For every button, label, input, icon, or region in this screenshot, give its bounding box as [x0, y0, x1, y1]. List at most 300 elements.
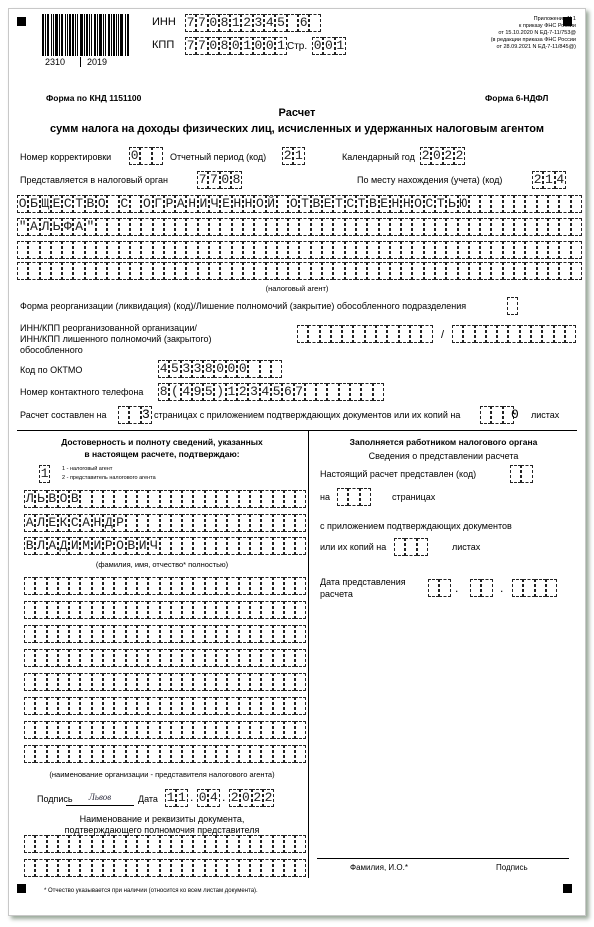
char-cell	[537, 218, 548, 236]
char-cell: Л	[25, 491, 34, 506]
char-cell	[503, 195, 514, 213]
char-cell	[452, 325, 463, 343]
char-cell: А	[82, 515, 91, 530]
char-cell	[424, 262, 435, 280]
char-cell	[141, 262, 152, 280]
char-cell	[51, 241, 62, 259]
kpp-cells	[185, 37, 287, 55]
phone-label: Номер контактного телефона	[20, 387, 144, 397]
char-cell	[216, 859, 227, 877]
char-cell	[216, 721, 227, 739]
tax-date-month-cells	[470, 579, 493, 597]
char-cell	[273, 490, 284, 508]
char-cell	[458, 241, 469, 259]
char-cell	[239, 745, 250, 763]
barcode-left-number: 2310	[45, 57, 66, 67]
barcode-bar	[72, 14, 74, 56]
char-cell	[295, 537, 306, 555]
char-cell	[248, 360, 259, 378]
char-cell	[114, 490, 125, 508]
char-cell	[299, 241, 310, 259]
char-cell	[58, 601, 69, 619]
tax-office-heading: Заполняется работником налогового органа	[349, 437, 538, 447]
char-cell	[92, 697, 103, 715]
char-cell	[92, 490, 103, 508]
char-cell: (	[171, 384, 179, 399]
char-cell: 0	[198, 790, 207, 805]
char-cell	[417, 538, 428, 556]
char-cell	[348, 488, 359, 506]
char-cell: 3	[250, 384, 258, 399]
char-cell	[333, 218, 344, 236]
char-cell	[24, 625, 35, 643]
char-cell: 5	[272, 384, 281, 399]
char-cell	[216, 649, 227, 667]
char-cell	[47, 745, 58, 763]
char-cell	[17, 241, 28, 259]
char-cell: 3	[182, 361, 191, 376]
char-cell: Ь	[52, 219, 61, 234]
char-cell	[548, 218, 559, 236]
char-cell: Н	[391, 196, 400, 211]
barcode-bar	[116, 14, 117, 56]
char-cell	[153, 218, 164, 236]
char-cell: 5	[204, 384, 213, 399]
char-cell	[119, 241, 130, 259]
char-cell	[379, 262, 390, 280]
char-cell: Г	[154, 196, 163, 211]
char-cell	[171, 697, 182, 715]
char-cell: С	[120, 196, 129, 211]
char-cell: 7	[198, 38, 206, 53]
authority-cells	[197, 171, 242, 189]
char-cell	[148, 514, 159, 532]
char-cell: О	[18, 196, 27, 211]
char-cell	[239, 835, 250, 853]
char-cell	[227, 745, 238, 763]
char-cell	[295, 577, 306, 595]
char-cell	[209, 241, 220, 259]
char-cell	[250, 625, 261, 643]
char-cell: Б	[30, 196, 38, 211]
char-cell: Д	[59, 538, 68, 553]
char-cell	[216, 625, 227, 643]
patronymic-cells	[24, 537, 306, 555]
char-cell	[103, 625, 114, 643]
pages-label-2: страницах с приложением подтверждающих документов или их копий на	[154, 410, 461, 420]
char-cell	[316, 383, 327, 401]
char-cell	[47, 601, 58, 619]
inn-cells	[185, 14, 321, 32]
char-cell	[160, 745, 171, 763]
char-cell	[209, 262, 220, 280]
char-cell	[35, 697, 46, 715]
char-cell	[239, 514, 250, 532]
char-cell: Ч	[150, 538, 158, 553]
char-cell	[182, 649, 193, 667]
char-cell	[193, 697, 204, 715]
reorg-inn-cells	[297, 325, 433, 343]
char-cell	[273, 859, 284, 877]
char-cell: 0	[265, 38, 274, 53]
char-cell	[475, 325, 486, 343]
char-cell	[295, 721, 306, 739]
char-cell: 8	[159, 384, 168, 399]
char-cell	[119, 262, 130, 280]
char-cell	[284, 649, 295, 667]
char-cell	[69, 697, 80, 715]
barcode-bar	[125, 14, 126, 56]
char-cell	[571, 195, 582, 213]
char-cell	[24, 835, 35, 853]
char-cell	[107, 262, 118, 280]
char-cell	[220, 218, 231, 236]
char-cell	[546, 579, 557, 597]
char-cell: Е	[222, 196, 230, 211]
char-cell	[514, 218, 525, 236]
barcode-bar	[75, 14, 76, 56]
attach-value: 0	[511, 407, 519, 422]
char-cell	[287, 14, 298, 32]
char-cell	[171, 514, 182, 532]
char-cell	[175, 241, 186, 259]
barcode-bar	[103, 14, 104, 56]
char-cell: 0	[254, 38, 263, 53]
char-cell	[92, 835, 103, 853]
corner-mark-bottom-left	[17, 884, 26, 893]
char-cell	[80, 721, 91, 739]
footnote: * Отчество указывается при наличии (относится ко всем листам документа).	[44, 888, 258, 894]
char-cell: 3	[193, 361, 202, 376]
char-cell	[114, 835, 125, 853]
reorg-kpp-cells	[452, 325, 576, 343]
char-cell	[458, 262, 469, 280]
char-cell	[114, 697, 125, 715]
char-cell	[114, 625, 125, 643]
char-cell: 2	[243, 15, 252, 30]
char-cell	[69, 721, 80, 739]
form-title: Расчет	[278, 107, 316, 119]
page-label: Стр.	[287, 41, 308, 52]
char-cell	[205, 835, 216, 853]
char-cell	[360, 488, 371, 506]
char-cell	[273, 601, 284, 619]
char-cell	[118, 406, 129, 424]
char-cell	[205, 859, 216, 877]
char-cell	[24, 673, 35, 691]
char-cell	[103, 601, 114, 619]
pages-value: 3	[142, 407, 150, 422]
char-cell	[295, 697, 306, 715]
char-cell	[261, 859, 272, 877]
tax-date-dot-2: .	[500, 581, 504, 595]
char-cell	[469, 195, 480, 213]
char-cell	[469, 262, 480, 280]
char-cell	[47, 673, 58, 691]
column-divider	[308, 430, 309, 878]
char-cell	[250, 490, 261, 508]
char-cell	[508, 325, 519, 343]
char-cell: 1	[277, 38, 285, 53]
char-cell	[480, 195, 491, 213]
char-cell: Й	[267, 196, 276, 211]
char-cell	[503, 218, 514, 236]
char-cell	[373, 383, 384, 401]
char-cell	[308, 325, 319, 343]
correction-cells	[129, 147, 163, 165]
char-cell	[160, 673, 171, 691]
char-cell	[216, 745, 227, 763]
char-cell: 0	[313, 38, 322, 53]
reorg-inn-label: ИНН/КПП реорганизованной организации/ ИНН/КПП лишенного полномочий (закрытого) обособленного	[20, 323, 212, 355]
char-cell	[503, 241, 514, 259]
corner-mark-top-left	[17, 17, 26, 26]
char-cell	[51, 262, 62, 280]
char-cell	[137, 697, 148, 715]
char-cell	[243, 262, 254, 280]
char-cell	[216, 601, 227, 619]
char-cell	[277, 262, 288, 280]
char-cell	[182, 697, 193, 715]
char-cell	[439, 579, 450, 597]
char-cell: С	[425, 196, 434, 211]
char-cell: 8	[220, 38, 229, 53]
char-cell	[182, 835, 193, 853]
char-cell	[367, 262, 378, 280]
char-cell	[309, 14, 320, 32]
char-cell	[327, 383, 338, 401]
char-cell	[266, 262, 277, 280]
char-cell	[92, 673, 103, 691]
char-cell	[401, 218, 412, 236]
barcode-bar	[42, 14, 44, 56]
char-cell: 6	[284, 384, 292, 399]
char-cell	[130, 241, 141, 259]
char-cell	[40, 241, 51, 259]
char-cell	[295, 649, 306, 667]
char-cell	[261, 721, 272, 739]
char-cell	[405, 538, 416, 556]
char-cell: 1	[231, 15, 240, 30]
char-cell	[339, 383, 350, 401]
char-cell	[277, 218, 288, 236]
char-cell	[182, 721, 193, 739]
char-cell	[227, 577, 238, 595]
char-cell: Ф	[63, 219, 72, 234]
char-cell	[80, 625, 91, 643]
char-cell	[250, 859, 261, 877]
char-cell	[137, 649, 148, 667]
tax-attach-cells	[394, 538, 428, 556]
char-cell	[69, 835, 80, 853]
char-cell	[193, 601, 204, 619]
char-cell	[137, 625, 148, 643]
char-cell	[126, 697, 137, 715]
doc-caption-1: Наименование и реквизиты документа,	[79, 814, 245, 824]
char-cell: Ь	[37, 491, 45, 506]
char-cell	[24, 745, 35, 763]
char-cell	[220, 262, 231, 280]
char-cell	[480, 262, 491, 280]
agent-name-line-4	[17, 262, 582, 280]
char-cell	[137, 745, 148, 763]
char-cell	[571, 262, 582, 280]
char-cell	[103, 649, 114, 667]
char-cell	[254, 262, 265, 280]
char-cell	[412, 262, 423, 280]
char-cell	[353, 325, 364, 343]
char-cell	[525, 262, 536, 280]
char-cell	[171, 625, 182, 643]
char-cell: Р	[116, 515, 124, 530]
char-cell: Ю	[459, 196, 468, 211]
char-cell	[537, 241, 548, 259]
char-cell	[250, 514, 261, 532]
char-cell	[322, 218, 333, 236]
char-cell	[62, 262, 73, 280]
char-cell	[491, 406, 502, 424]
char-cell	[295, 514, 306, 532]
char-cell	[47, 721, 58, 739]
char-cell	[130, 262, 141, 280]
char-cell: С	[70, 515, 79, 530]
char-cell	[126, 835, 137, 853]
char-cell	[35, 835, 46, 853]
char-cell	[182, 537, 193, 555]
char-cell	[35, 859, 46, 877]
char-cell	[311, 241, 322, 259]
char-cell	[137, 601, 148, 619]
char-cell	[428, 579, 439, 597]
name-cells	[24, 514, 306, 532]
period-cells	[282, 147, 305, 165]
char-cell	[342, 325, 353, 343]
char-cell: 5	[171, 361, 179, 376]
barcode-bar	[53, 14, 54, 56]
pages-label-3: листах	[531, 410, 560, 420]
char-cell	[565, 325, 576, 343]
char-cell	[182, 577, 193, 595]
char-cell	[399, 325, 410, 343]
barcode-bar	[55, 14, 58, 56]
char-cell	[160, 697, 171, 715]
barcode-bar	[91, 14, 92, 56]
char-cell	[160, 721, 171, 739]
char-cell: 0	[209, 15, 218, 30]
char-cell	[129, 406, 140, 424]
char-cell: В	[127, 538, 136, 553]
char-cell	[333, 262, 344, 280]
char-cell	[35, 673, 46, 691]
char-cell	[182, 673, 193, 691]
tax-pages-label: страницах	[392, 492, 436, 502]
char-cell: И	[93, 538, 102, 553]
char-cell	[299, 262, 310, 280]
char-cell	[47, 835, 58, 853]
char-cell: А	[30, 219, 38, 234]
char-cell	[137, 514, 148, 532]
char-cell	[193, 835, 204, 853]
char-cell	[35, 625, 46, 643]
char-cell	[239, 625, 250, 643]
char-cell	[421, 325, 432, 343]
char-cell: В	[48, 491, 57, 506]
char-cell	[137, 490, 148, 508]
char-cell	[148, 859, 159, 877]
char-cell: 1	[295, 148, 303, 163]
char-cell	[216, 697, 227, 715]
char-cell	[537, 195, 548, 213]
char-cell: "	[86, 219, 95, 234]
char-cell: 4	[556, 172, 565, 187]
char-cell	[284, 835, 295, 853]
char-cell	[481, 579, 492, 597]
char-cell	[137, 835, 148, 853]
char-cell	[24, 697, 35, 715]
char-cell	[295, 745, 306, 763]
char-cell	[35, 649, 46, 667]
char-cell	[69, 577, 80, 595]
char-cell: В	[70, 491, 79, 506]
char-cell	[548, 262, 559, 280]
tax-fio-label: Фамилия, И.О.*	[350, 863, 408, 872]
char-cell: Т	[335, 196, 343, 211]
inn-label: ИНН	[152, 16, 176, 28]
org-line-8	[24, 745, 306, 763]
barcode-bar	[47, 14, 49, 56]
section-divider	[17, 430, 577, 431]
char-cell	[376, 325, 387, 343]
char-cell: Л	[37, 515, 45, 530]
char-cell	[394, 538, 405, 556]
char-cell	[284, 859, 295, 877]
char-cell: 0	[130, 148, 139, 163]
char-cell	[239, 490, 250, 508]
char-cell	[35, 745, 46, 763]
char-cell	[47, 859, 58, 877]
char-cell	[126, 859, 137, 877]
agent-name-line-3	[17, 241, 582, 259]
char-cell: 1	[227, 384, 236, 399]
char-cell	[17, 262, 28, 280]
barcode-bar	[59, 14, 60, 56]
char-cell	[171, 673, 182, 691]
char-cell	[96, 241, 107, 259]
char-cell	[186, 262, 197, 280]
char-cell	[47, 649, 58, 667]
char-cell: "	[18, 219, 27, 234]
char-cell	[160, 625, 171, 643]
char-cell: Ь	[448, 196, 456, 211]
char-cell	[148, 601, 159, 619]
char-cell	[470, 579, 481, 597]
char-cell	[525, 195, 536, 213]
char-cell	[193, 721, 204, 739]
char-cell	[239, 697, 250, 715]
char-cell	[261, 490, 272, 508]
on-label: на	[320, 492, 330, 502]
char-cell	[521, 465, 532, 483]
char-cell	[261, 649, 272, 667]
char-cell	[220, 241, 231, 259]
char-cell	[80, 490, 91, 508]
char-cell	[160, 835, 171, 853]
char-cell	[491, 195, 502, 213]
char-cell	[130, 218, 141, 236]
char-cell	[295, 673, 306, 691]
char-cell: Е	[323, 196, 332, 211]
char-cell	[271, 360, 282, 378]
